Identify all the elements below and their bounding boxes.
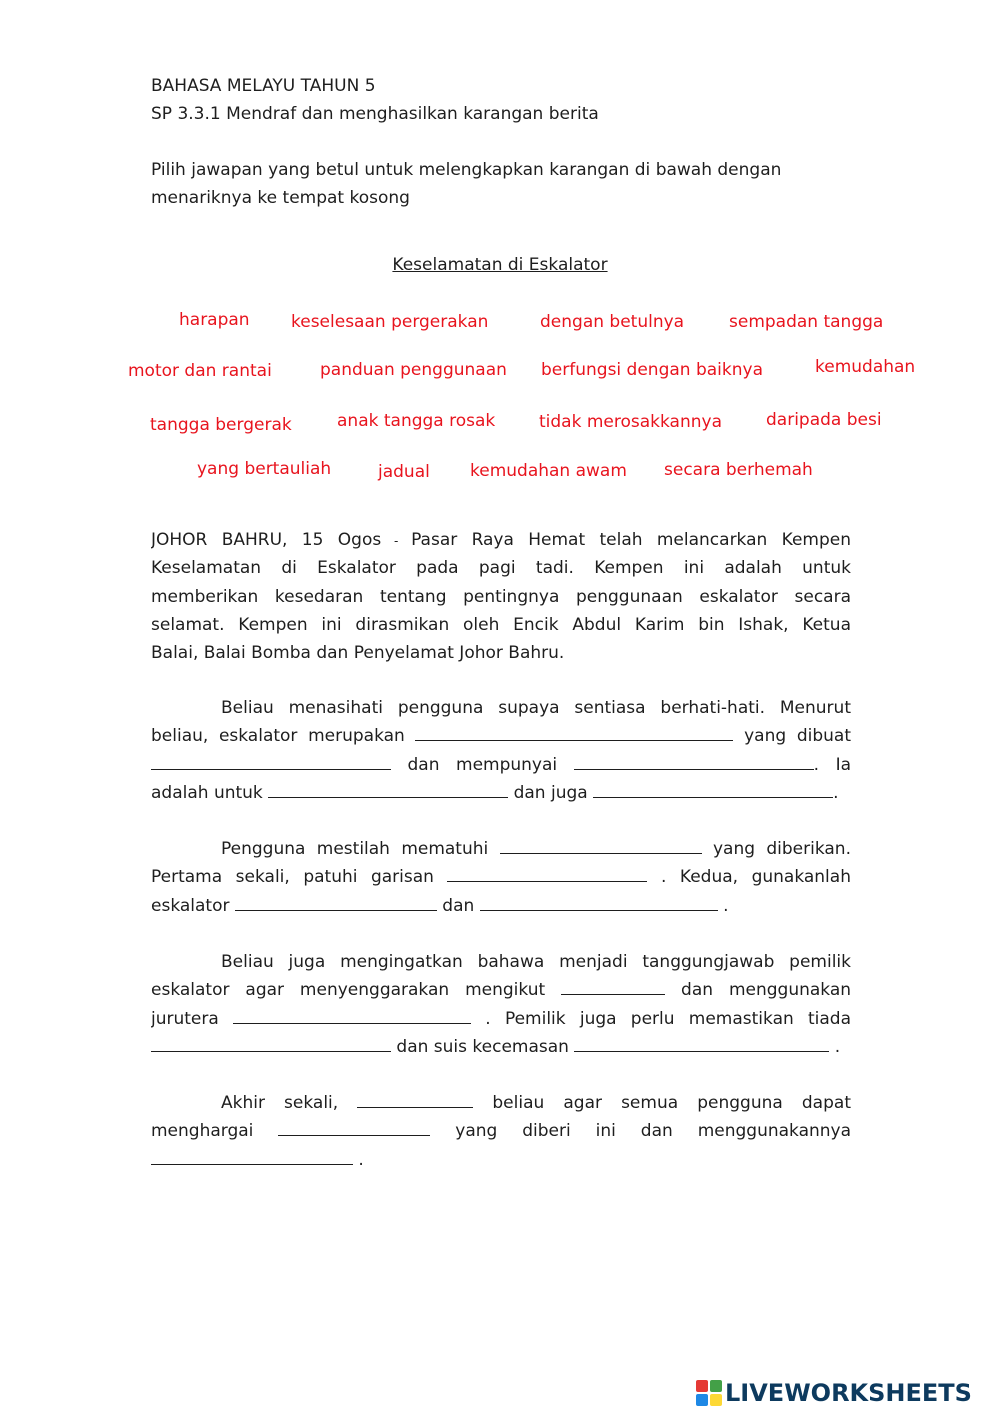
blank-7[interactable] bbox=[447, 864, 647, 882]
answer-secara-berhemah[interactable]: secara berhemah bbox=[664, 460, 813, 480]
blank-2[interactable] bbox=[151, 752, 391, 770]
blank-13[interactable] bbox=[574, 1034, 829, 1052]
blank-4[interactable] bbox=[268, 780, 508, 798]
article-title: Keselamatan di Eskalator bbox=[392, 255, 608, 275]
answer-tidak-merosakkannya[interactable]: tidak merosakkannya bbox=[539, 412, 722, 432]
blank-14[interactable] bbox=[357, 1090, 473, 1108]
blank-9[interactable] bbox=[480, 893, 718, 911]
instruction-line-1: Pilih jawapan yang betul untuk melengkapkan karangan di bawah dengan bbox=[151, 160, 782, 180]
liveworksheets-wordmark: LIVEWORKSHEETS bbox=[725, 1379, 972, 1407]
answer-anak-tangga-rosak[interactable]: anak tangga rosak bbox=[337, 411, 496, 431]
answer-harapan[interactable]: harapan bbox=[179, 310, 250, 330]
answer-sempadan-tangga[interactable]: sempadan tangga bbox=[729, 312, 884, 332]
blank-15[interactable] bbox=[278, 1118, 430, 1136]
instruction-line-2: menariknya ke tempat kosong bbox=[151, 188, 410, 208]
answer-tangga-bergerak[interactable]: tangga bergerak bbox=[150, 415, 292, 435]
liveworksheets-logo bbox=[696, 1378, 972, 1408]
dateline: JOHOR BAHRU, 15 Ogos bbox=[151, 530, 382, 550]
worksheet-subject: BAHASA MELAYU TAHUN 5 bbox=[151, 76, 376, 96]
article-paragraph-4: Beliau juga mengingatkan bahawa menjadi tanggungjawab pemilik eskalator agar menyenggarakan mengikut dan menggunakan jurutera . Pemilik juga perlu memastikan tiada dan suis kecemasan . bbox=[151, 952, 851, 1057]
article-paragraph-3: Pengguna mestilah mematuhi yang diberikan. Pertama sekali, patuhi garisan . Kedua, gunakanlah eskalator dan . bbox=[151, 835, 851, 920]
blank-11[interactable] bbox=[233, 1006, 471, 1024]
article-paragraph-5: Akhir sekali, beliau agar semua pengguna dapat menghargai yang diberi ini dan menggunakannya . bbox=[151, 1089, 851, 1174]
answer-kemudahan[interactable]: kemudahan bbox=[815, 357, 916, 377]
answer-yang-bertauliah[interactable]: yang bertauliah bbox=[197, 459, 332, 479]
dateline-separator: - bbox=[381, 534, 412, 548]
answer-panduan-penggunaan[interactable]: panduan penggunaan bbox=[320, 360, 507, 380]
blank-6[interactable] bbox=[500, 836, 702, 854]
answer-jadual[interactable]: jadual bbox=[378, 462, 430, 482]
blank-3[interactable] bbox=[574, 752, 814, 770]
blank-8[interactable] bbox=[235, 893, 437, 911]
answer-keselesaan-pergerakan[interactable]: keselesaan pergerakan bbox=[291, 312, 489, 332]
blank-10[interactable] bbox=[561, 977, 665, 995]
liveworksheets-logo-icon bbox=[696, 1380, 722, 1406]
worksheet-standard: SP 3.3.1 Mendraf dan menghasilkan karangan berita bbox=[151, 104, 599, 124]
answer-kemudahan-awam[interactable]: kemudahan awam bbox=[470, 461, 627, 481]
article-paragraph-1: JOHOR BAHRU, 15 Ogos - Pasar Raya Hemat telah melancarkan Kempen Keselamatan di Eskalator pada pagi tadi. Kempen ini adalah untuk memberikan kesedaran tentang pentingnya penggunaan eskalator secara selamat. Kempen ini dirasmikan oleh Encik Abdul Karim bin Ishak, Ketua Balai, Balai Bomba dan Penyelamat Johor Bahru. bbox=[151, 530, 851, 664]
blank-1[interactable] bbox=[415, 723, 733, 741]
answer-daripada-besi[interactable]: daripada besi bbox=[766, 410, 882, 430]
blank-12[interactable] bbox=[151, 1034, 391, 1052]
article-paragraph-2: Beliau menasihati pengguna supaya sentiasa berhati-hati. Menurut beliau, eskalator merupakan yang dibuat dan mempunyai . Ia adalah untuk dan juga . bbox=[151, 698, 851, 803]
blank-16[interactable] bbox=[151, 1147, 353, 1165]
blank-5[interactable] bbox=[593, 780, 833, 798]
answer-motor-dan-rantai[interactable]: motor dan rantai bbox=[128, 361, 272, 381]
answer-dengan-betulnya[interactable]: dengan betulnya bbox=[540, 312, 685, 332]
answer-berfungsi-dengan-baiknya[interactable]: berfungsi dengan baiknya bbox=[541, 360, 763, 380]
